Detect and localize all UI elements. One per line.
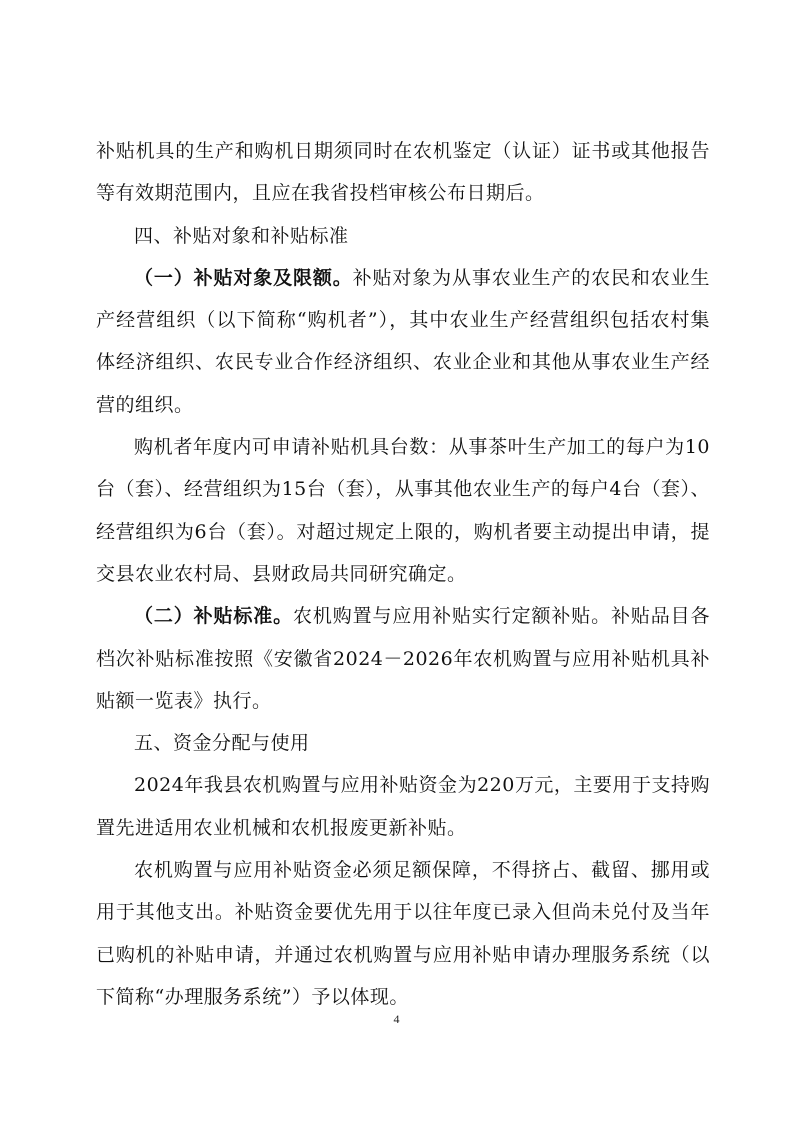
paragraph-quota: 购机者年度内可申请补贴机具台数：从事茶叶生产加工的每户为10台（套）、经营组织为15台（套），从事其他农业生产的每户4台（套）、经营组织为6台（套）。对超过规定上限的，购机者要主动提出申请，提交县农业农村局、县财政局共同研究确定。 — [96, 436, 710, 585]
paragraph-subsidy-standard — [96, 595, 710, 722]
body-text — [96, 130, 710, 1018]
paragraph-date-requirement: 补贴机具的生产和购机日期须同时在农机鉴定（认证）证书或其他报告等有效期范围内，且应在我省投档审核公布日期后。 — [96, 140, 710, 205]
paragraph-subsidy-targets — [96, 257, 710, 426]
page-number: 4 — [393, 1012, 400, 1026]
section-heading-four: 四、补贴对象和补贴标准 — [134, 224, 349, 247]
paragraph-funding-amount: 2024年我县农机购置与应用补贴资金为220万元，主要用于支持购置先进适用农业机械和农机报废更新补贴。 — [96, 774, 710, 839]
subsection-title-two: （二）补贴标准。 — [134, 605, 293, 628]
section-heading-five: 五、资金分配与使用 — [134, 732, 310, 755]
paragraph-subsidy-targets-body: 补贴对象为从事农业生产的农民和农业生产经营组织（以下简称“购机者”），其中农业生产经营组织包括农村集体经济组织、农民专业合作经济组织、农业企业和其他从事农业生产经营的组织。 — [96, 266, 710, 416]
paragraph-funding-use: 农机购置与应用补贴资金必须足额保障，不得挤占、截留、挪用或用于其他支出。补贴资金要优先用于以往年度已录入但尚未兑付及当年已购机的补贴申请，并通过农机购置与应用补贴申请办理服务系统（以下简称“办理服务系统”）予以体现。 — [96, 859, 710, 1008]
paragraph-subsidy-standard-body: 农机购置与应用补贴实行定额补贴。补贴品目各档次补贴标准按照《安徽省2024－2026年农机购置与应用补贴机具补贴额一览表》执行。 — [96, 605, 710, 712]
subsection-title-one: （一）补贴对象及限额。 — [134, 266, 353, 289]
